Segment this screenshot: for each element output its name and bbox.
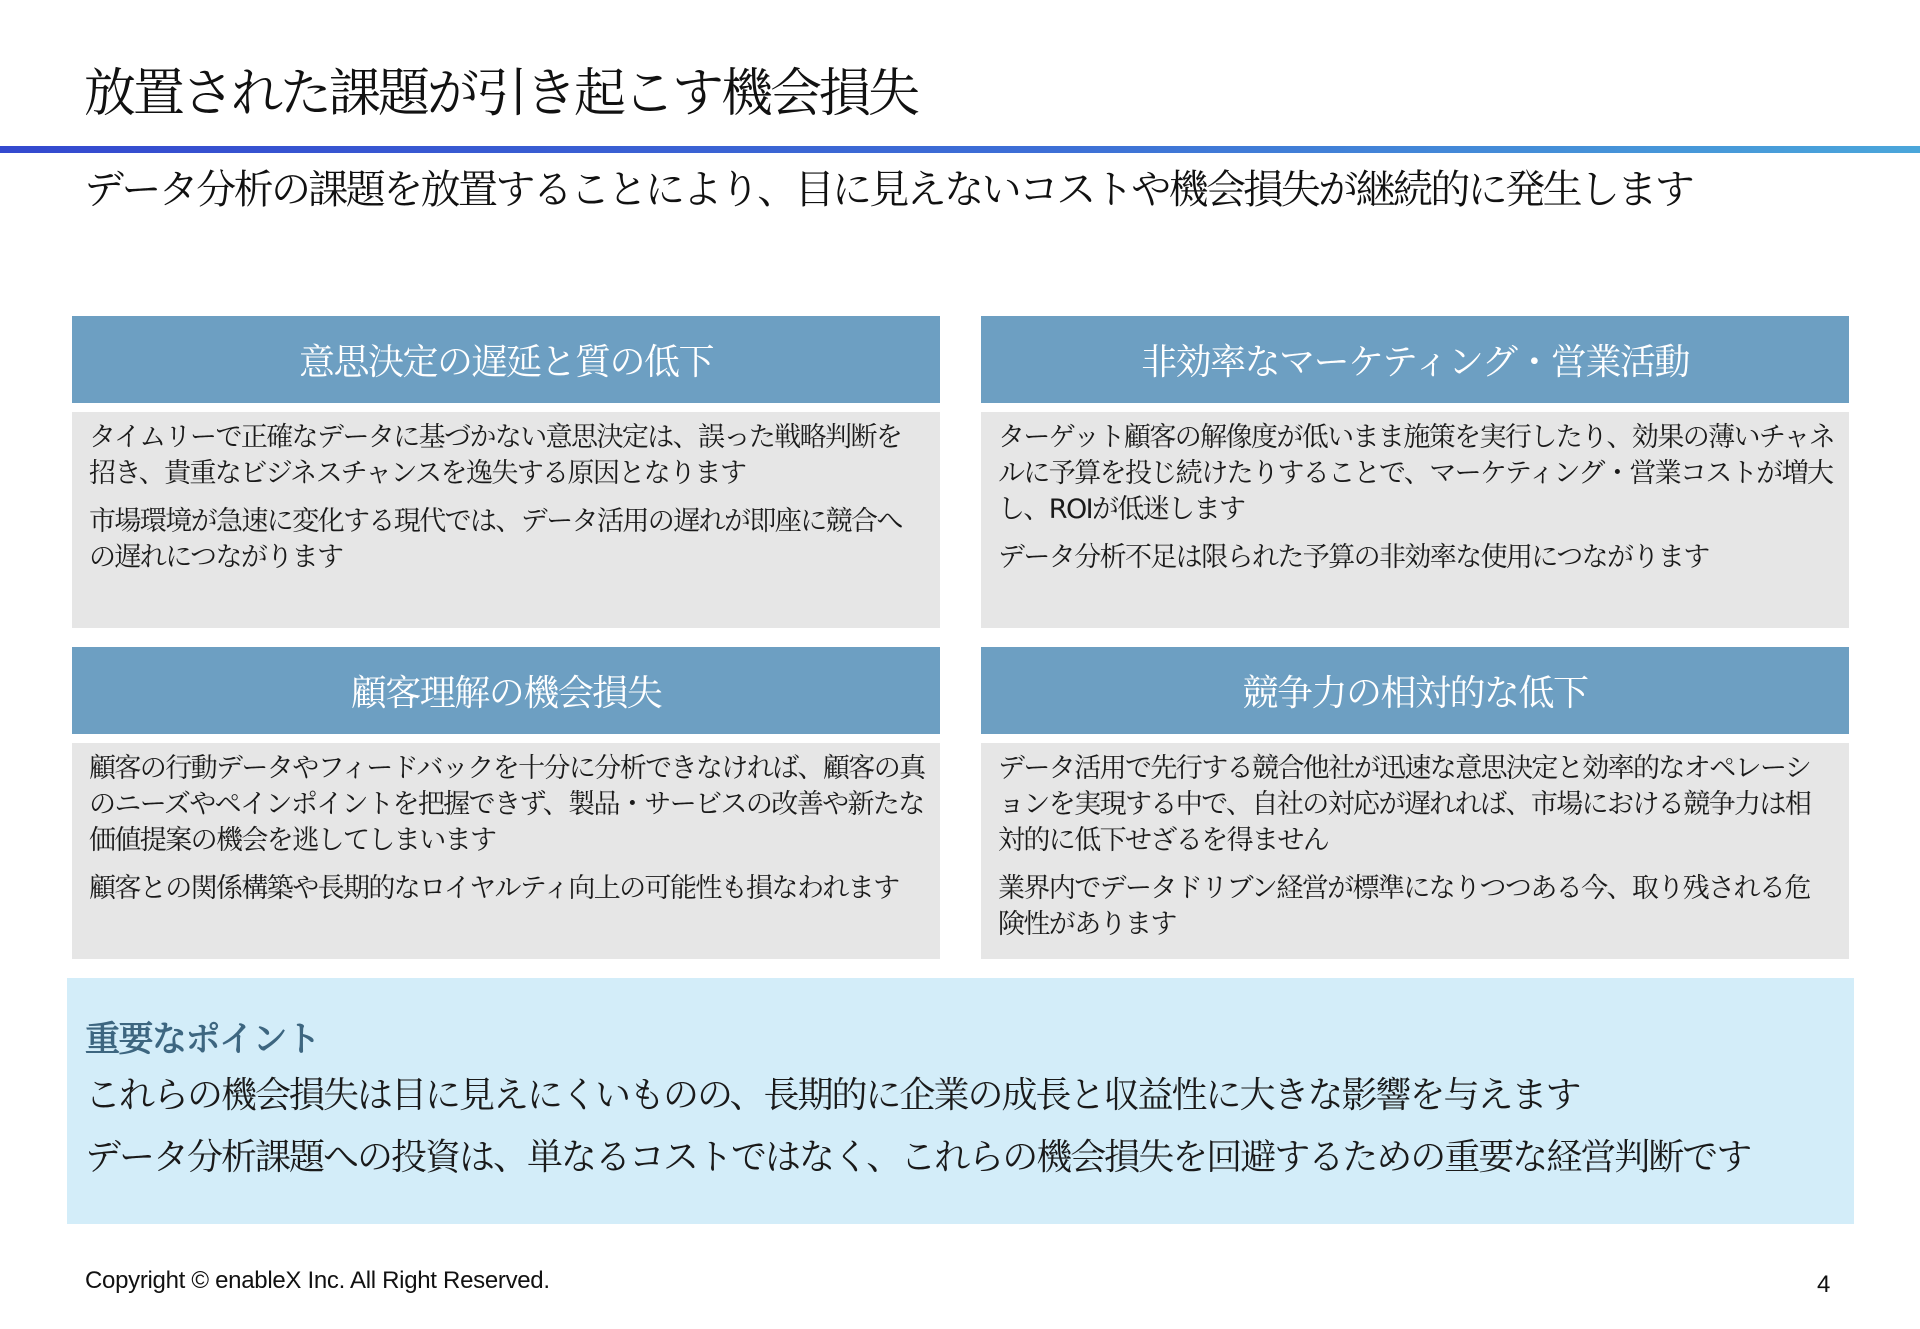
key-point-line: データ分析課題への投資は、単なるコストではなく、これらの機会損失を回避するための重要な経営判断です	[85, 1137, 1751, 1178]
page-number: 4	[1817, 1271, 1831, 1298]
card-body	[981, 743, 1849, 959]
card-header: 顧客理解の機会損失	[72, 647, 940, 734]
card-paragraph: データ活用で先行する競合他社が迅速な意思決定と効率的なオペレーションを実現する中で、自社の対応が遅れれば、市場における競争力は相対的に低下せざるを得ません	[998, 753, 1811, 856]
card-paragraph: ターゲット顧客の解像度が低いまま施策を実行したり、効果の薄いチャネルに予算を投じ続けたりすることで、マーケティング・営業コストが増大し、ROIが低迷します	[998, 422, 1835, 525]
page-subtitle: データ分析の課題を放置することにより、目に見えないコストや機会損失が継続的に発生します	[84, 167, 1693, 213]
card-body	[981, 412, 1849, 628]
card-paragraph: 市場環境が急速に変化する現代では、データ活用の遅れが即座に競合への遅れにつながります	[89, 506, 902, 573]
key-point-line: これらの機会損失は目に見えにくいものの、長期的に企業の成長と収益性に大きな影響を与えます	[85, 1075, 1580, 1116]
footer-copyright: Copyright © enableX Inc. All Right Reserved.	[85, 1267, 550, 1294]
key-point-heading: 重要なポイント	[85, 1020, 320, 1060]
card-competitiveness	[981, 647, 1849, 959]
card-inefficient-marketing	[981, 316, 1849, 628]
card-decision-delay	[72, 316, 940, 628]
key-point-box	[67, 978, 1854, 1224]
card-customer-understanding	[72, 647, 940, 959]
card-body	[72, 412, 940, 628]
card-body	[72, 743, 940, 959]
card-paragraph: データ分析不足は限られた予算の非効率な使用につながります	[998, 542, 1709, 573]
card-paragraph: 顧客の行動データやフィードバックを十分に分析できなければ、顧客の真のニーズやペインポイントを把握できず、製品・サービスの改善や新たな価値提案の機会を逃してしまいます	[89, 753, 925, 856]
card-header: 非効率なマーケティング・営業活動	[981, 316, 1849, 403]
card-paragraph: タイムリーで正確なデータに基づかない意思決定は、誤った戦略判断を招き、貴重なビジネスチャンスを逸失する原因となります	[89, 422, 902, 489]
page-title: 放置された課題が引き起こす機会損失	[84, 64, 918, 124]
title-divider	[0, 146, 1920, 153]
card-paragraph: 業界内でデータドリブン経営が標準になりつつある今、取り残される危険性があります	[998, 873, 1810, 940]
card-paragraph: 顧客との関係構築や長期的なロイヤルティ向上の可能性も損なわれます	[89, 873, 899, 904]
card-header: 意思決定の遅延と質の低下	[72, 316, 940, 403]
card-header: 競争力の相対的な低下	[981, 647, 1849, 734]
